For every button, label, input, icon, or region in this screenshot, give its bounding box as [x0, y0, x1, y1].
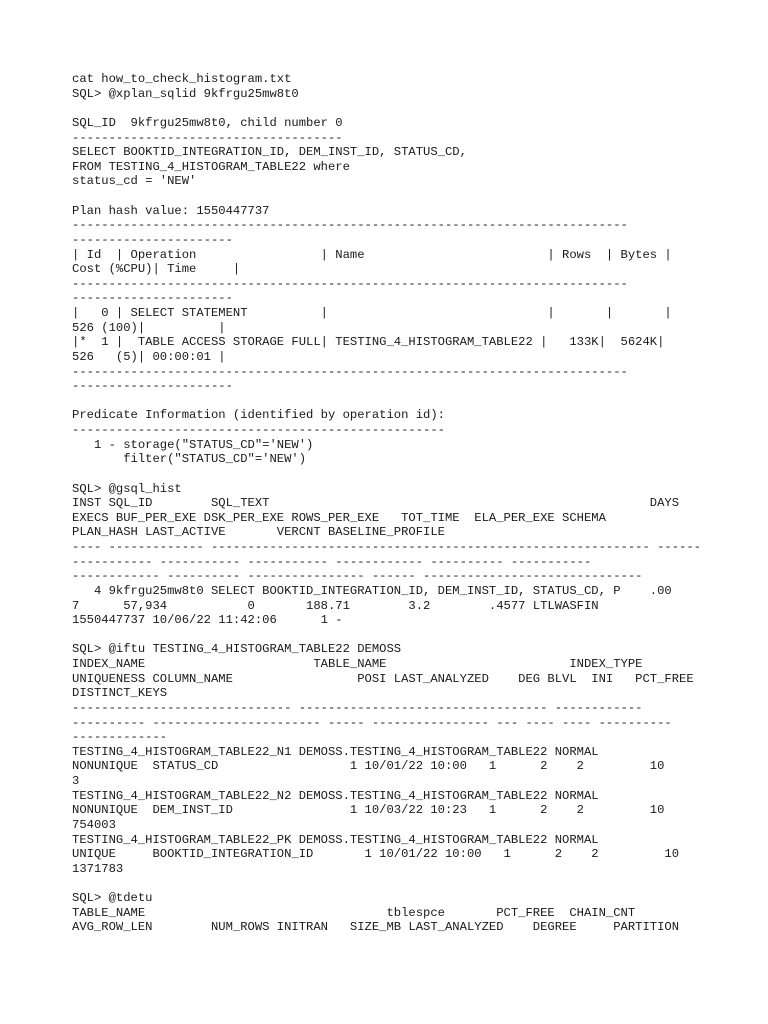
document-line [72, 628, 712, 643]
document-line: NONUNIQUE DEM_INST_ID 1 10/03/22 10:23 1 2 2 10 [72, 803, 665, 818]
document-line: UNIQUENESS COLUMN_NAME POSI LAST_ANALYZED DEG BLVL INI PCT_FREE [72, 671, 694, 686]
document-line: --------------------------------------------------- [72, 423, 445, 437]
document-line: TABLE_NAME tblespce PCT_FREE CHAIN_CNT [72, 905, 636, 920]
document-line: AVG_ROW_LEN NUM_ROWS INITRAN SIZE_MB LAST_ANALYZED DEGREE PARTITION [72, 920, 680, 935]
document-line: UNIQUE BOOKTID_INTEGRATION_ID 1 10/01/22 10:00 1 2 2 10 [72, 847, 680, 862]
document-line: 526 (100)| | [72, 320, 226, 335]
document-line: | Id | Operation | Name | Rows | Bytes | [72, 247, 672, 262]
document-line: ---------------------------------------------------------------------------- [72, 276, 628, 291]
document-line: ------------------------------------- [72, 130, 343, 145]
document-line: 4 9kfrgu25mw8t0 SELECT BOOKTID_INTEGRATION_ID, DEM_INST_ID, STATUS_CD, P .00 [72, 583, 672, 598]
document-line: 526 (5)| 00:00:01 | [72, 349, 226, 364]
document-line: TESTING_4_HISTOGRAM_TABLE22_PK DEMOSS.TESTING_4_HISTOGRAM_TABLE22 NORMAL [72, 832, 599, 847]
document-line: 7 57,934 0 188.71 3.2 .4577 LTLWASFIN [72, 598, 599, 613]
document-line: 1550447737 10/06/22 11:42:06 1 - [72, 613, 343, 628]
document-line: ---------------------------------------------------------------------------- [72, 364, 628, 379]
document-line [72, 101, 712, 116]
document-line: ---------------------------------------------------------------------------- [72, 218, 628, 233]
document-line: PLAN_HASH LAST_ACTIVE VERCNT BASELINE_PROFILE [72, 525, 445, 540]
document-line: ---------------------- [72, 379, 233, 394]
document-line [72, 876, 712, 891]
document-line: filter("STATUS_CD"='NEW') [72, 452, 307, 467]
document-line: SQL> @iftu TESTING_4_HISTOGRAM_TABLE22 DEMOSS [72, 642, 402, 657]
document-page [72, 72, 712, 935]
document-line: ------------ ---------- ---------------- ------ ------------------------------ [72, 569, 643, 584]
document-line: Predicate Information (identified by operation id): [72, 408, 445, 423]
document-line: ---- ------------- ------------------------------------------------------------ ------ [72, 540, 701, 554]
document-line [72, 394, 712, 409]
document-line: NONUNIQUE STATUS_CD 1 10/01/22 10:00 1 2 2 10 [72, 759, 665, 774]
document-line: DISTINCT_KEYS [72, 686, 168, 701]
document-line: TESTING_4_HISTOGRAM_TABLE22_N1 DEMOSS.TESTING_4_HISTOGRAM_TABLE22 NORMAL [72, 744, 599, 759]
document-line: SQL> @tdetu [72, 891, 153, 905]
document-line: Cost (%CPU)| Time | [72, 262, 241, 277]
document-line: EXECS BUF_PER_EXE DSK_PER_EXE ROWS_PER_EXE TOT_TIME ELA_PER_EXE SCHEMA [72, 510, 606, 525]
document-line: Plan hash value: 1550447737 [72, 203, 270, 218]
document-line: SQL> @gsql_hist [72, 481, 182, 496]
document-line: INST SQL_ID SQL_TEXT DAYS [72, 496, 680, 511]
document-line: TESTING_4_HISTOGRAM_TABLE22_N2 DEMOSS.TESTING_4_HISTOGRAM_TABLE22 NORMAL [72, 788, 599, 803]
document-line [72, 189, 712, 204]
document-line: ---------------------- [72, 291, 233, 306]
document-line: cat how_to_check_histogram.txt [72, 72, 292, 86]
document-line: status_cd = 'NEW' [72, 174, 197, 189]
document-line: ------------------------------ ---------------------------------- ------------ [72, 700, 643, 715]
document-line: ------------- [72, 730, 168, 745]
document-line [72, 467, 712, 482]
document-line: 754003 [72, 817, 116, 832]
document-line: FROM TESTING_4_HISTOGRAM_TABLE22 where [72, 159, 350, 174]
document-line: 1371783 [72, 861, 124, 876]
document-line: |* 1 | TABLE ACCESS STORAGE FULL| TESTING_4_HISTOGRAM_TABLE22 | 133K| 5624K| [72, 335, 665, 350]
document-line: ---------- ----------------------- ----- ---------------- --- ---- ---- ---------- [72, 715, 672, 730]
document-line: SQL> @xplan_sqlid 9kfrgu25mw8t0 [72, 86, 299, 101]
document-line: 1 - storage("STATUS_CD"='NEW') [72, 437, 314, 452]
document-line: SQL_ID 9kfrgu25mw8t0, child number 0 [72, 115, 343, 130]
document-line: 3 [72, 774, 80, 788]
document-line: ---------------------- [72, 232, 233, 247]
document-line: ----------- ----------- ----------- ------------ ---------- ----------- [72, 554, 592, 569]
document-line: | 0 | SELECT STATEMENT | | | | [72, 306, 672, 320]
document-line: SELECT BOOKTID_INTEGRATION_ID, DEM_INST_ID, STATUS_CD, [72, 145, 467, 160]
document-line: INDEX_NAME TABLE_NAME INDEX_TYPE [72, 657, 643, 671]
